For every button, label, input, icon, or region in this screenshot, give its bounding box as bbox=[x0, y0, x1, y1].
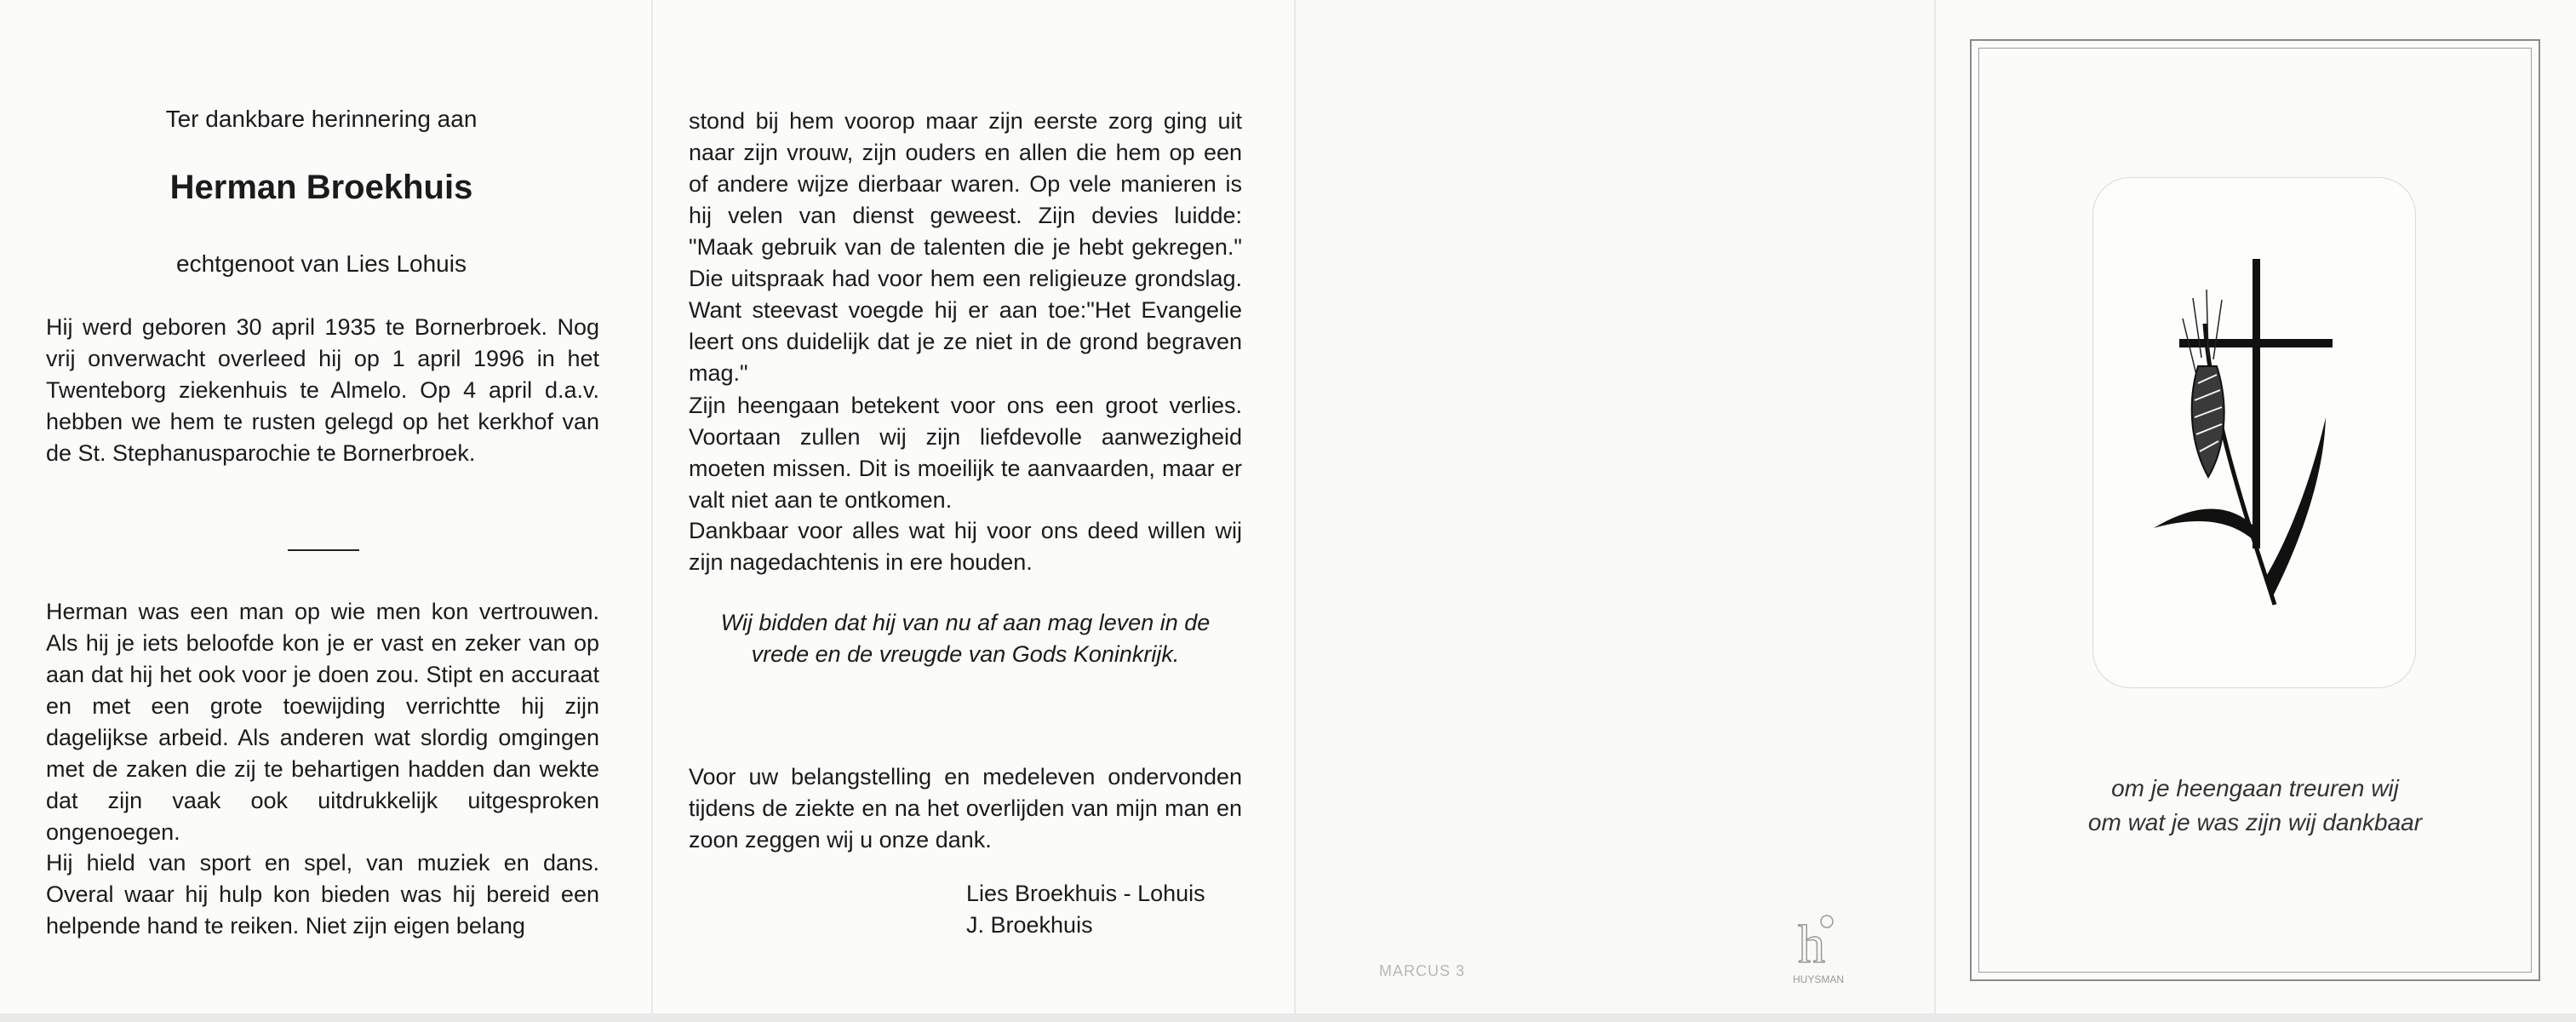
birth-death-paragraph: Hij werd geboren 30 april 1935 te Bornerbroek. Nog vrij onverwacht overleed hij op 1 april 1996 in het Twenteborg ziekenhuis te Almelo. Op 4 april d.a.v. hebben we hem te rusten gelegd op het kerkhof van de St. Stephanusparochie te Bornerbroek. bbox=[46, 314, 599, 466]
intro-text: Ter dankbare herinnering aan bbox=[165, 106, 478, 132]
huysman-logo-icon bbox=[1786, 910, 1851, 986]
verse-line-1: om je heengaan treuren wij bbox=[2111, 775, 2399, 801]
signature-1: Lies Broekhuis - Lohuis bbox=[966, 881, 1205, 906]
logo-text: HUYSMAN bbox=[1792, 973, 1845, 985]
logo-letter: h bbox=[1798, 914, 1825, 974]
verse-line-2: om wat je was zijn wij dankbaar bbox=[2087, 809, 2423, 835]
card-panel-left bbox=[0, 0, 651, 1013]
card-panel-back bbox=[1296, 0, 1934, 1013]
character-paragraph: Herman was een man op wie men kon vertrouwen. Als hij je iets beloofde kon je er vast en zeker van op aan dat hij het ook voor je doen zou. Stipt en accuraat en met een grote toewijding verrichtte hij zijn dagelijkse arbeid. Als anderen wat slordig omgingen met de zaken die zij te behartigen hadden dan wekte dat zijn vaak ook uitdrukkelijk uitgesproken ongenoegen. bbox=[46, 599, 599, 845]
devotion-paragraph: stond bij hem voorop maar zijn eerste zorg ging uit naar zijn vrouw, zijn ouders en allen die hem op een of andere wijze dierbaar waren. Op vele manieren is hij velen van dienst geweest. Zijn devies luidde: "Maak gebruik van de talenten die je hebt gekregen." Die uitspraak had voor hem een religieuze grondslag. Want steevast voegde hij er aan toe:"Het Evangelie leert ons duidelijk dat je ze niet in de grond begraven mag." bbox=[689, 108, 1242, 386]
prayer-line-2: vrede en de vreugde van Gods Koninkrijk. bbox=[751, 641, 1180, 667]
card-panel-middle bbox=[653, 0, 1294, 1013]
thanks-paragraph: Voor uw belangstelling en medeleven ondervonden tijdens de ziekte en na het overlijden van mijn man en zoon zeggen wij u onze dank. bbox=[689, 764, 1242, 853]
spouse-line: echtgenoot van Lies Lohuis bbox=[176, 250, 467, 277]
deceased-name: Herman Broekhuis bbox=[169, 169, 473, 206]
hobbies-paragraph: Hij hield van sport en spel, van muziek en dans. Overal waar hij hulp kon bieden was hij bereid een helpende hand te reiken. Niet zijn eigen belang bbox=[46, 850, 599, 939]
gratitude-paragraph: Dankbaar voor alles wat hij voor ons deed willen wij zijn nagedachtenis in ere houden. bbox=[689, 518, 1242, 575]
cross-with-wheat-icon bbox=[2145, 247, 2350, 622]
loss-paragraph: Zijn heengaan betekent voor ons een groot verlies. Voortaan zullen wij zijn liefdevolle aanwezigheid moeten missen. Dit is moeilijk te aanvaarden, maar er valt niet aan te ontkomen. bbox=[689, 393, 1242, 513]
signature-2: J. Broekhuis bbox=[966, 912, 1093, 938]
prayer-line-1: Wij bidden dat hij van nu af aan mag leven in de bbox=[720, 610, 1211, 635]
printer-code: MARCUS 3 bbox=[1379, 962, 1466, 979]
cover-verse bbox=[1978, 772, 2532, 840]
divider-line bbox=[288, 549, 359, 551]
